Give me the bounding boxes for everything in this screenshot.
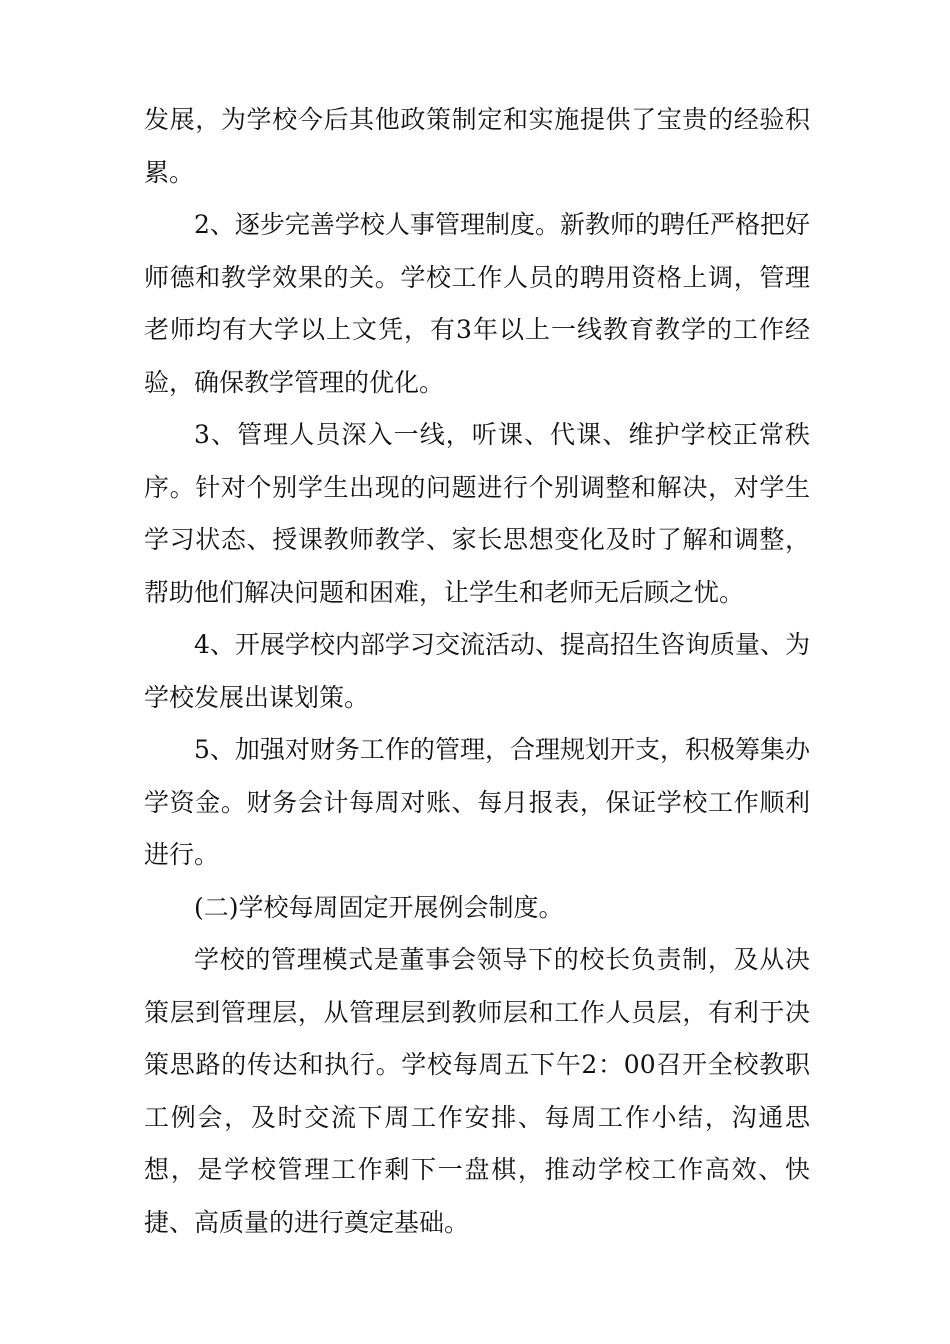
- paragraph-continuation: 发展，为学校今后其他政策制定和实施提供了宝贵的经验积累。: [144, 105, 810, 187]
- document-body: [144, 94, 810, 1249]
- paragraph-item-5: 5、加强对财务工作的管理，合理规划开支，积极筹集办学资金。财务会计每周对账、每月报表，保证学校工作顺利进行。: [144, 735, 810, 869]
- paragraph-item-2: 2、逐步完善学校人事管理制度。新教师的聘任严格把好师德和教学效果的关。学校工作人员的聘用资格上调，管理老师均有大学以上文凭，有3年以上一线教育教学的工作经验，确保教学管理的优化。: [144, 210, 810, 397]
- paragraph-management-model: 学校的管理模式是董事会领导下的校长负责制，及从决策层到管理层，从管理层到教师层和工作人员层，有利于决策思路的传达和执行。学校每周五下午2：00召开全校教职工例会，及时交流下周工作安排、每周工作小结，沟通思想，是学校管理工作剩下一盘棋，推动学校工作高效、快捷、高质量的进行奠定基础。: [144, 945, 810, 1237]
- section-heading: (二)学校每周固定开展例会制度。: [194, 892, 564, 922]
- paragraph-item-3: 3、管理人员深入一线，听课、代课、维护学校正常秩序。针对个别学生出现的问题进行个别调整和解决，对学生学习状态、授课教师教学、家长思想变化及时了解和调整，帮助他们解决问题和困难，让学生和老师无后顾之忧。: [144, 420, 810, 607]
- paragraph-item-4: 4、开展学校内部学习交流活动、提高招生咨询质量、为学校发展出谋划策。: [144, 630, 810, 712]
